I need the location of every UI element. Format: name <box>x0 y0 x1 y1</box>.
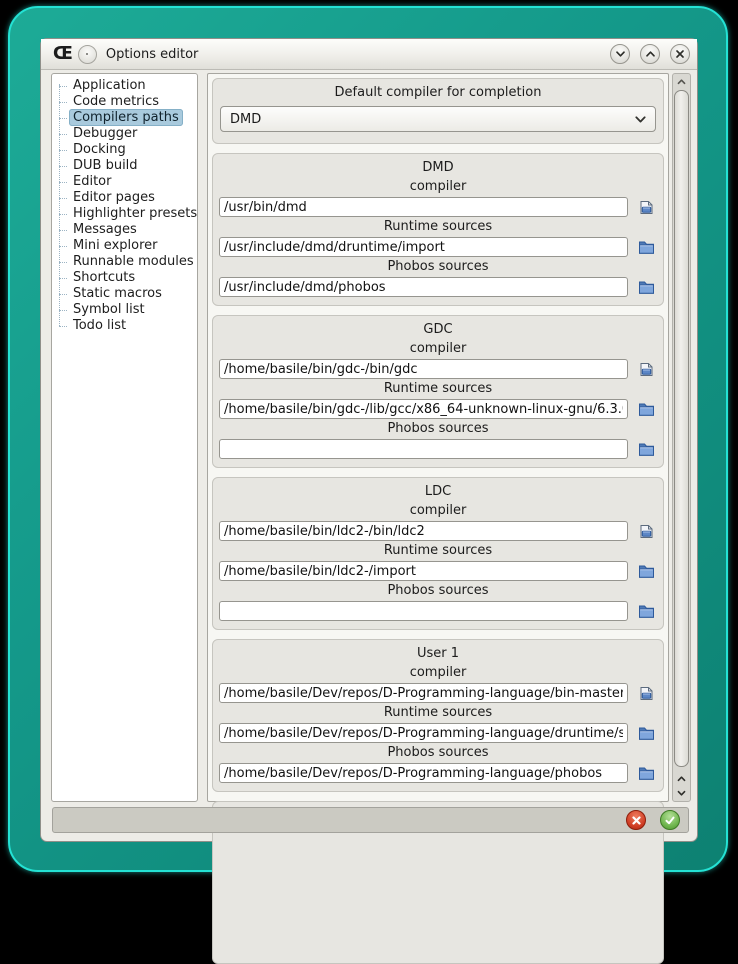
compiler-group-user-1 <box>212 639 664 792</box>
sidebar-item-label[interactable]: Debugger <box>73 126 138 141</box>
gdc-runtime-sources-browse-button[interactable] <box>635 400 657 419</box>
sidebar-item-mini-explorer[interactable] <box>69 238 195 254</box>
x-mark-icon <box>632 816 641 825</box>
options-editor-window <box>40 38 698 842</box>
dmd-phobos-sources-browse-button[interactable] <box>635 278 657 297</box>
sidebar-item-symbol-list[interactable] <box>69 302 195 318</box>
group-title: Default compiler for completion <box>334 85 542 100</box>
gdc-compiler-browse-button[interactable] <box>635 360 657 379</box>
settings-panel <box>207 73 669 802</box>
window-title: Options editor <box>105 46 199 62</box>
sidebar-item-label[interactable]: Code metrics <box>73 94 160 109</box>
field-row <box>219 277 657 297</box>
ldc-phobos-sources-input[interactable] <box>219 601 628 621</box>
folder-icon <box>638 402 655 416</box>
user-1-phobos-sources-browse-button[interactable] <box>635 764 657 783</box>
chevron-down-icon <box>616 51 625 57</box>
field-label: compiler <box>409 179 467 194</box>
minimize-button[interactable] <box>610 44 630 64</box>
categories-panel <box>51 73 198 802</box>
sidebar-item-label[interactable]: Symbol list <box>73 302 145 317</box>
folder-icon <box>638 564 655 578</box>
sidebar-item-label[interactable]: Application <box>73 78 146 93</box>
sidebar-item-code-metrics[interactable] <box>69 94 195 110</box>
menu-dot-icon <box>86 53 88 55</box>
chevron-up-icon <box>677 79 686 85</box>
user-1-runtime-sources-input[interactable] <box>219 723 628 743</box>
folder-icon <box>638 604 655 618</box>
gdc-runtime-sources-input[interactable] <box>219 399 628 419</box>
field-label: Runtime sources <box>383 219 493 234</box>
sidebar-item-label[interactable]: DUB build <box>73 158 138 173</box>
field-row <box>219 521 657 541</box>
file-icon <box>638 362 655 377</box>
close-button[interactable] <box>670 44 690 64</box>
sidebar-item-docking[interactable] <box>69 142 195 158</box>
sidebar-item-label[interactable]: Editor pages <box>73 190 155 205</box>
sidebar-item-editor[interactable] <box>69 174 195 190</box>
field-row <box>219 359 657 379</box>
group-title: GDC <box>423 322 453 337</box>
close-icon <box>676 50 684 58</box>
file-icon <box>638 686 655 701</box>
user-1-phobos-sources-input[interactable] <box>219 763 628 783</box>
check-mark-icon <box>665 816 675 825</box>
field-row <box>219 683 657 703</box>
categories-tree <box>54 78 198 334</box>
sidebar-item-messages[interactable] <box>69 222 195 238</box>
folder-icon <box>638 280 655 294</box>
field-row <box>219 763 657 783</box>
user-1-runtime-sources-browse-button[interactable] <box>635 724 657 743</box>
sidebar-item-label[interactable]: Shortcuts <box>73 270 136 285</box>
sidebar-item-label[interactable]: Docking <box>73 142 126 157</box>
chevron-up-icon <box>677 776 686 782</box>
accept-button[interactable] <box>660 810 680 830</box>
gdc-compiler-input[interactable] <box>219 359 628 379</box>
sidebar-item-static-macros[interactable] <box>69 286 195 302</box>
titlebar[interactable] <box>41 39 697 70</box>
vertical-scrollbar[interactable] <box>672 73 691 802</box>
panel-splitter[interactable] <box>198 73 207 802</box>
gdc-phobos-sources-browse-button[interactable] <box>635 440 657 459</box>
dmd-compiler-input[interactable] <box>219 197 628 217</box>
field-label: Runtime sources <box>383 543 493 558</box>
scrollbar-thumb[interactable] <box>674 90 689 767</box>
field-label: compiler <box>409 503 467 518</box>
field-row <box>219 197 657 217</box>
user-1-compiler-browse-button[interactable] <box>635 684 657 703</box>
window-menu-button[interactable] <box>78 45 97 64</box>
statusbar <box>52 807 689 833</box>
ldc-compiler-input[interactable] <box>219 521 628 541</box>
field-row <box>219 439 657 459</box>
field-row <box>219 237 657 257</box>
window-frame <box>8 6 728 872</box>
sidebar-item-dub-build[interactable] <box>69 158 195 174</box>
field-row <box>219 399 657 419</box>
field-label: Phobos sources <box>387 745 489 760</box>
ldc-phobos-sources-browse-button[interactable] <box>635 602 657 621</box>
gdc-phobos-sources-input[interactable] <box>219 439 628 459</box>
sidebar-item-debugger[interactable] <box>69 126 195 142</box>
default-compiler-select[interactable] <box>220 106 656 132</box>
dmd-phobos-sources-input[interactable] <box>219 277 628 297</box>
field-row <box>219 561 657 581</box>
scroll-down-button[interactable] <box>674 786 689 800</box>
ldc-runtime-sources-input[interactable] <box>219 561 628 581</box>
sidebar-item-label[interactable]: Highlighter presets <box>73 206 198 221</box>
default-compiler-group <box>212 78 664 144</box>
compiler-group-gdc <box>212 315 664 468</box>
field-label: compiler <box>409 341 467 356</box>
sidebar-item-label[interactable]: Compilers paths <box>69 109 183 126</box>
field-label: Phobos sources <box>387 259 489 274</box>
field-label: Runtime sources <box>383 705 493 720</box>
group-title: LDC <box>424 484 452 499</box>
user-1-compiler-input[interactable] <box>219 683 628 703</box>
sidebar-item-highlighter-presets[interactable] <box>69 206 198 222</box>
group-title: DMD <box>422 160 454 175</box>
sidebar-item-label[interactable]: Mini explorer <box>73 238 158 253</box>
sidebar-item-label[interactable]: Editor <box>73 174 112 189</box>
dmd-compiler-browse-button[interactable] <box>635 198 657 217</box>
sidebar-item-compilers-paths[interactable] <box>69 110 195 126</box>
scroll-up-button[interactable] <box>674 75 689 89</box>
folder-icon <box>638 442 655 456</box>
chevron-down-icon <box>677 790 686 796</box>
folder-icon <box>638 240 655 254</box>
sidebar-item-runnable-modules[interactable] <box>69 254 195 270</box>
folder-icon <box>638 766 655 780</box>
file-icon <box>638 524 655 539</box>
sidebar-item-label[interactable]: Runnable modules <box>73 254 194 269</box>
sidebar-item-todo-list[interactable] <box>69 318 195 334</box>
sidebar-item-editor-pages[interactable] <box>69 190 195 206</box>
sidebar-item-label[interactable]: Todo list <box>73 318 127 333</box>
field-row <box>219 723 657 743</box>
field-label: compiler <box>409 665 467 680</box>
maximize-button[interactable] <box>640 44 660 64</box>
compiler-group-ldc <box>212 477 664 630</box>
group-title: User 1 <box>416 646 460 661</box>
sidebar-item-label[interactable]: Messages <box>73 222 137 237</box>
cancel-button[interactable] <box>626 810 646 830</box>
dmd-runtime-sources-browse-button[interactable] <box>635 238 657 257</box>
sidebar-item-application[interactable] <box>69 78 195 94</box>
folder-icon <box>638 726 655 740</box>
field-row <box>219 601 657 621</box>
ldc-runtime-sources-browse-button[interactable] <box>635 562 657 581</box>
chevron-up-icon <box>646 51 655 57</box>
field-label: Runtime sources <box>383 381 493 396</box>
content-area <box>41 70 697 804</box>
chevron-down-icon <box>635 116 646 123</box>
field-label: Phobos sources <box>387 583 489 598</box>
sidebar-item-shortcuts[interactable] <box>69 270 195 286</box>
combo-selected-value: DMD <box>230 111 262 127</box>
field-label: Phobos sources <box>387 421 489 436</box>
file-icon <box>638 200 655 215</box>
ldc-compiler-browse-button[interactable] <box>635 522 657 541</box>
app-logo-icon: Œ <box>53 42 72 64</box>
compiler-group-dmd <box>212 153 664 306</box>
sidebar-item-label[interactable]: Static macros <box>73 286 162 301</box>
scroll-up-button-secondary[interactable] <box>674 772 689 786</box>
dmd-runtime-sources-input[interactable] <box>219 237 628 257</box>
